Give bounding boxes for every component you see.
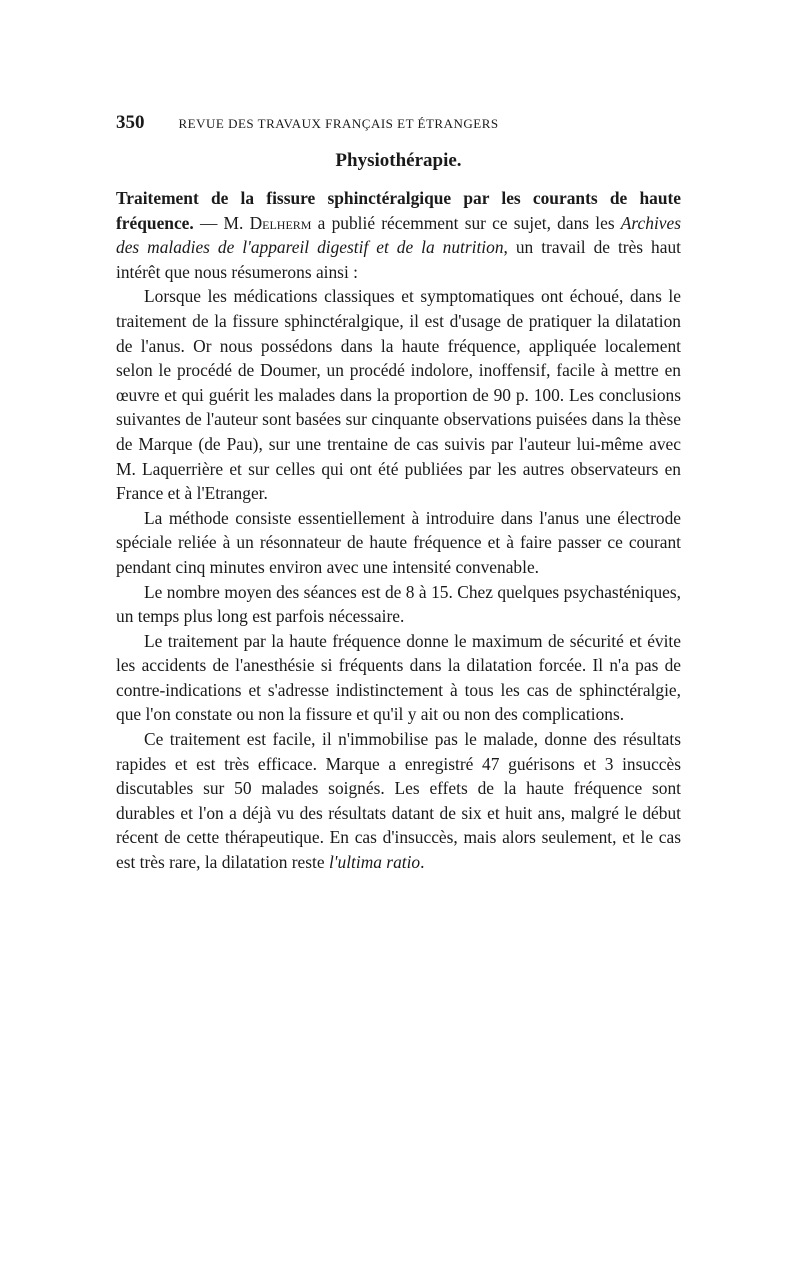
body-paragraph-2: La méthode consiste essentiellement à introduire dans l'anus une électrode spéciale reliée à un résonnateur de haute fréquence et à faire passer ce courant pendant cinq minutes environ avec une intensité convenable. — [116, 507, 681, 577]
author-name: Delherm — [249, 212, 312, 233]
intro-text-1: a publié récemment sur ce sujet, dans les — [311, 212, 621, 233]
running-head — [116, 112, 681, 134]
article-title: Traitement de la fissure sphinctéralgique par les courants de haute fréquence. — [116, 188, 681, 233]
journal-title: REVUE DES TRAVAUX FRANÇAIS ET ÉTRANGERS — [178, 116, 499, 131]
source-journal-title: Archives des maladies de l'appareil digestif et de la nutrition — [116, 212, 681, 258]
body-paragraph-3: Le nombre moyen des séances est de 8 à 15. Chez quelques psychasténiques, un temps plus long est parfois nécessaire. — [116, 581, 681, 627]
section-title: Physiothérapie. — [335, 150, 462, 171]
ultima-ratio: l'ultima ratio — [328, 852, 421, 873]
body-paragraph-5 — [116, 727, 681, 875]
final-punctuation: . — [420, 852, 425, 873]
page-number: 350 — [116, 112, 145, 133]
final-paragraph-text: Ce traitement est facile, il n'immobilise pas le malade, donne des résultats rapides et est très efficace. Marque a enregistré 47 guérisons et 3 insuccès discutables sur 50 malades soignés. Les effets de la haute fréquence sont durables et l'on a déjà vu des résultats datant de six et huit ans, malgré le début récent de cette thérapeutique. En cas d'insuccès, mais alors seulement, et le cas est très rare, la dilatation reste — [116, 729, 681, 873]
body-paragraph-4: Le traitement par la haute fréquence donne le maximum de sécurité et évite les accidents de l'anesthésie si fréquents dans la dilatation forcée. Il n'a pas de contre-indications et s'adresse indistinctement à tous les cas de sphinctéralgie, que l'on constate ou non la fissure et qu'il y ait ou non des complications. — [116, 630, 681, 725]
intro-dash: — M. — [193, 212, 250, 233]
article-intro-paragraph — [116, 186, 681, 284]
intro-text-2: , un travail de très haut intérêt que nous résumerons ainsi : — [116, 237, 681, 282]
page — [116, 112, 681, 875]
body-paragraph-1: Lorsque les médications classiques et symptomatiques ont échoué, dans le traitement de la fissure sphinctéralgique, il est d'usage de pratiquer la dilatation de l'anus. Or nous possédons dans la haute fréquence, appliquée localement selon le procédé de Doumer, un procédé indolore, inoffensif, facile à mettre en œuvre et qui guérit les malades dans la proportion de 90 p. 100. Les conclusions suivantes de l'auteur sont basées sur cinquante observations puisées dans la thèse de Marque (de Pau), sur une trentaine de cas suivis par l'auteur lui-même avec M. Laquerrière et sur celles qui ont été publiées par les autres observateurs en France et à l'Etranger. — [116, 286, 681, 504]
